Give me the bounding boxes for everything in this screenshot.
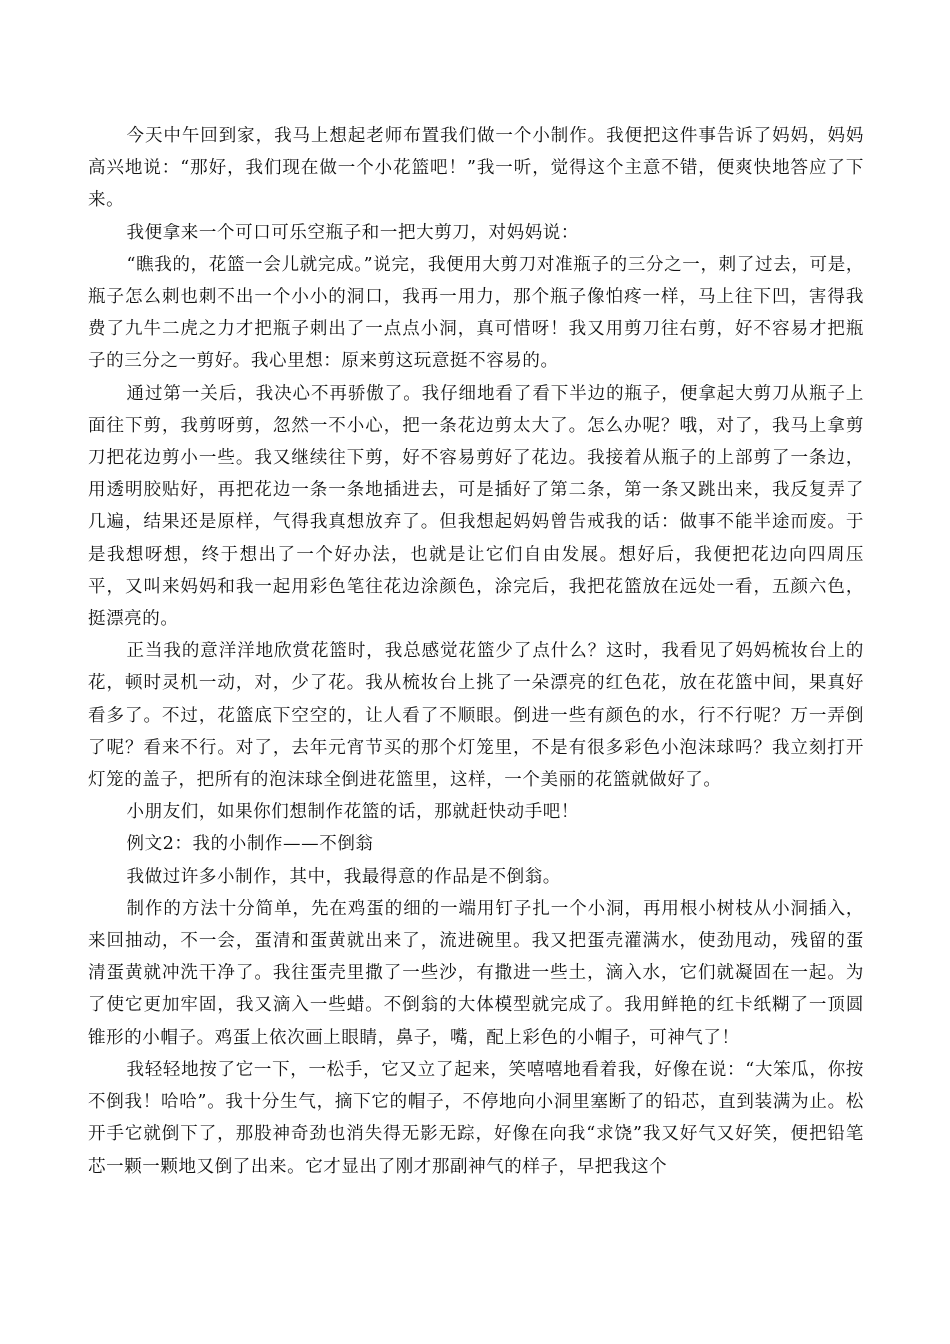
paragraph: 我便拿来一个可口可乐空瓶子和一把大剪刀，对妈妈说： (126, 222, 579, 243)
document-body (88, 120, 864, 1183)
paragraph: 今天中午回到家，我马上想起老师布置我们做一个小制作。我便把这件事告诉了妈妈，妈妈高兴地说：“那好，我们现在做一个小花篮吧！”我一听，觉得这个主意不错，便爽快地答应了下来。 (88, 126, 864, 211)
section-heading: 例文2：我的小制作——不倒翁 (126, 834, 374, 855)
paragraph: 制作的方法十分简单，先在鸡蛋的细的一端用钉子扎一个小洞，再用根小树枝从小洞插入，来回抽动，不一会，蛋清和蛋黄就出来了，流进碗里。我又把蛋壳灌满水，使劲甩动，残留的蛋清蛋黄就冲洗干净了。我往蛋壳里撒了一些沙，有撒进一些土，滴入水，它们就凝固在一起。为了使它更加牢固，我又滴入一些蜡。不倒翁的大体模型就完成了。我用鲜艳的红卡纸糊了一顶圆锥形的小帽子。鸡蛋上依次画上眼睛，鼻子，嘴，配上彩色的小帽子，可神气了！ (88, 898, 864, 1048)
paragraph: 我做过许多小制作，其中，我最得意的作品是不倒翁。 (126, 866, 561, 887)
paragraph: 通过第一关后，我决心不再骄傲了。我仔细地看了看下半边的瓶子，便拿起大剪刀从瓶子上面往下剪，我剪呀剪，忽然一不小心，把一条花边剪太大了。怎么办呢？哦，对了，我马上拿剪刀把花边剪小一些。我又继续往下剪，好不容易剪好了花边。我接着从瓶子的上部剪了一条边，用透明胶贴好，再把花边一条一条地插进去，可是插好了第二条，第一条又跳出来，我反复弄了几遍，结果还是原样，气得我真想放弃了。但我想起妈妈曾告戒我的话：做事不能半途而废。于是我想呀想，终于想出了一个好办法，也就是让它们自由发展。想好后，我便把花边向四周压平，又叫来妈妈和我一起用彩色笔往花边涂颜色，涂完后，我把花篮放在远处一看，五颜六色，挺漂亮的。 (88, 383, 864, 630)
paragraph: “瞧我的，花篮一会儿就完成。”说完，我便用大剪刀对准瓶子的三分之一，刺了过去，可是，瓶子怎么刺也刺不出一个小小的洞口，我再一用力，那个瓶子像怕疼一样，马上往下凹，害得我费了九牛二虎之力才把瓶子刺出了一点点小洞，真可惜呀！我又用剪刀往右剪，好不容易才把瓶子的三分之一剪好。我心里想：原来剪这玩意挺不容易的。 (88, 254, 864, 372)
paragraph: 正当我的意洋洋地欣赏花篮时，我总感觉花篮少了点什么？这时，我看见了妈妈梳妆台上的花，顿时灵机一动，对，少了花。我从梳妆台上挑了一朵漂亮的红色花，放在花篮中间，果真好看多了。不过，花篮底下空空的，让人看了不顺眼。倒进一些有颜色的水，行不行呢？万一弄倒了呢？看来不行。对了，去年元宵节买的那个灯笼里，不是有很多彩色小泡沫球吗？我立刻打开灯笼的盖子，把所有的泡沫球全倒进花篮里，这样，一个美丽的花篮就做好了。 (88, 641, 864, 791)
paragraph: 小朋友们，如果你们想制作花篮的话，那就赶快动手吧！ (126, 802, 579, 823)
paragraph: 我轻轻地按了它一下，一松手，它又立了起来，笑嘻嘻地看着我，好像在说：“大笨瓜，你按不倒我！哈哈”。我十分生气，摘下它的帽子，不停地向小洞里塞断了的铅芯，直到装满为止。松开手它就倒下了，那股神奇劲也消失得无影无踪，好像在向我“求饶”我又好气又好笑，便把铅笔芯一颗一颗地又倒了出来。它才显出了刚才那副神气的样子，早把我这个 (88, 1059, 864, 1177)
